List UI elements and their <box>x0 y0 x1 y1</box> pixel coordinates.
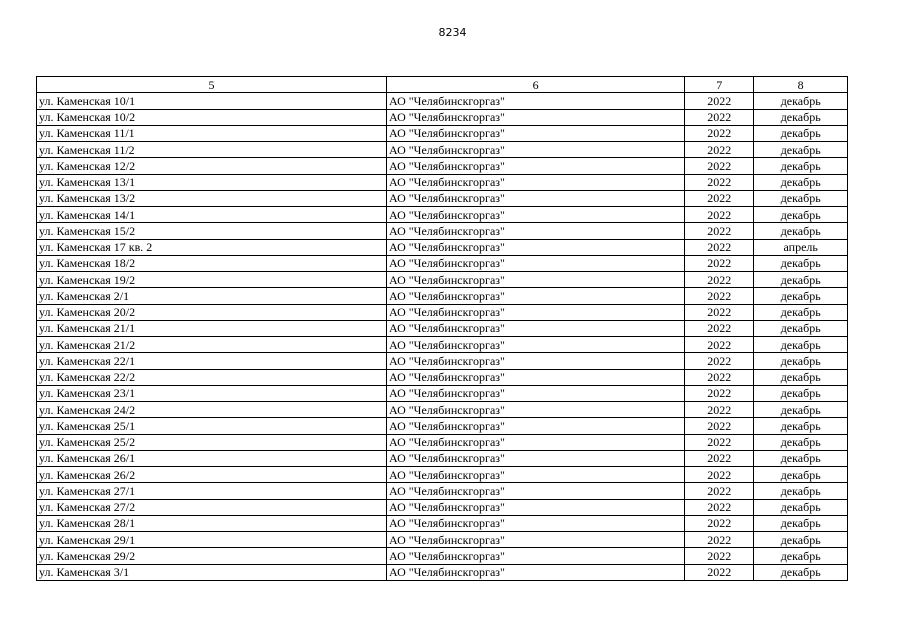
table-row <box>37 450 848 466</box>
address-cell: ул. Каменская 27/2 <box>37 499 387 515</box>
year-cell: 2022 <box>685 239 754 255</box>
address-cell: ул. Каменская 13/2 <box>37 190 387 206</box>
year-cell: 2022 <box>685 515 754 531</box>
table-row <box>37 353 848 369</box>
organization-cell: АО "Челябинскгоргаз" <box>387 515 685 531</box>
month-cell: декабрь <box>754 158 848 174</box>
table-row <box>37 174 848 190</box>
address-cell: ул. Каменская 13/1 <box>37 174 387 190</box>
organization-cell: АО "Челябинскгоргаз" <box>387 353 685 369</box>
organization-cell: АО "Челябинскгоргаз" <box>387 499 685 515</box>
month-cell: декабрь <box>754 207 848 223</box>
year-cell: 2022 <box>685 190 754 206</box>
month-cell: декабрь <box>754 515 848 531</box>
table-row <box>37 385 848 401</box>
address-cell: ул. Каменская 18/2 <box>37 255 387 271</box>
page-number: 8234 <box>438 26 467 39</box>
header-row <box>37 77 848 93</box>
organization-cell: АО "Челябинскгоргаз" <box>387 402 685 418</box>
table-row <box>37 467 848 483</box>
header-cell-6: 6 <box>387 77 685 93</box>
data-table <box>36 76 848 581</box>
table-row <box>37 142 848 158</box>
year-cell: 2022 <box>685 142 754 158</box>
organization-cell: АО "Челябинскгоргаз" <box>387 190 685 206</box>
month-cell: декабрь <box>754 304 848 320</box>
month-cell: декабрь <box>754 272 848 288</box>
year-cell: 2022 <box>685 467 754 483</box>
year-cell: 2022 <box>685 369 754 385</box>
month-cell: декабрь <box>754 467 848 483</box>
table-row <box>37 337 848 353</box>
year-cell: 2022 <box>685 337 754 353</box>
month-cell: декабрь <box>754 450 848 466</box>
address-cell: ул. Каменская 3/1 <box>37 564 387 580</box>
year-cell: 2022 <box>685 304 754 320</box>
address-cell: ул. Каменская 23/1 <box>37 385 387 401</box>
address-cell: ул. Каменская 25/2 <box>37 434 387 450</box>
organization-cell: АО "Челябинскгоргаз" <box>387 142 685 158</box>
month-cell: декабрь <box>754 255 848 271</box>
year-cell: 2022 <box>685 532 754 548</box>
address-cell: ул. Каменская 11/1 <box>37 125 387 141</box>
table-row <box>37 158 848 174</box>
month-cell: декабрь <box>754 483 848 499</box>
year-cell: 2022 <box>685 288 754 304</box>
table-body <box>37 93 848 581</box>
month-cell: декабрь <box>754 174 848 190</box>
year-cell: 2022 <box>685 93 754 109</box>
year-cell: 2022 <box>685 548 754 564</box>
organization-cell: АО "Челябинскгоргаз" <box>387 467 685 483</box>
organization-cell: АО "Челябинскгоргаз" <box>387 125 685 141</box>
organization-cell: АО "Челябинскгоргаз" <box>387 158 685 174</box>
table-row <box>37 564 848 580</box>
address-cell: ул. Каменская 10/1 <box>37 93 387 109</box>
organization-cell: АО "Челябинскгоргаз" <box>387 272 685 288</box>
table-row <box>37 239 848 255</box>
organization-cell: АО "Челябинскгоргаз" <box>387 564 685 580</box>
year-cell: 2022 <box>685 320 754 336</box>
month-cell: декабрь <box>754 532 848 548</box>
address-cell: ул. Каменская 22/1 <box>37 353 387 369</box>
month-cell: декабрь <box>754 548 848 564</box>
address-cell: ул. Каменская 26/1 <box>37 450 387 466</box>
organization-cell: АО "Челябинскгоргаз" <box>387 385 685 401</box>
year-cell: 2022 <box>685 434 754 450</box>
organization-cell: АО "Челябинскгоргаз" <box>387 548 685 564</box>
table-row <box>37 109 848 125</box>
table-row <box>37 483 848 499</box>
organization-cell: АО "Челябинскгоргаз" <box>387 109 685 125</box>
month-cell: декабрь <box>754 142 848 158</box>
month-cell: декабрь <box>754 369 848 385</box>
month-cell: декабрь <box>754 564 848 580</box>
table-row <box>37 532 848 548</box>
address-cell: ул. Каменская 29/2 <box>37 548 387 564</box>
month-cell: декабрь <box>754 190 848 206</box>
address-cell: ул. Каменская 15/2 <box>37 223 387 239</box>
table-row <box>37 125 848 141</box>
address-cell: ул. Каменская 14/1 <box>37 207 387 223</box>
organization-cell: АО "Челябинскгоргаз" <box>387 255 685 271</box>
year-cell: 2022 <box>685 125 754 141</box>
table-row <box>37 304 848 320</box>
header-cell-8: 8 <box>754 77 848 93</box>
month-cell: декабрь <box>754 125 848 141</box>
year-cell: 2022 <box>685 483 754 499</box>
month-cell: апрель <box>754 239 848 255</box>
month-cell: декабрь <box>754 434 848 450</box>
table-row <box>37 255 848 271</box>
table-row <box>37 93 848 109</box>
year-cell: 2022 <box>685 499 754 515</box>
year-cell: 2022 <box>685 109 754 125</box>
organization-cell: АО "Челябинскгоргаз" <box>387 418 685 434</box>
header-cell-7: 7 <box>685 77 754 93</box>
organization-cell: АО "Челябинскгоргаз" <box>387 207 685 223</box>
organization-cell: АО "Челябинскгоргаз" <box>387 304 685 320</box>
address-cell: ул. Каменская 12/2 <box>37 158 387 174</box>
organization-cell: АО "Челябинскгоргаз" <box>387 532 685 548</box>
table-row <box>37 499 848 515</box>
header-cell-5: 5 <box>37 77 387 93</box>
organization-cell: АО "Челябинскгоргаз" <box>387 239 685 255</box>
address-cell: ул. Каменская 10/2 <box>37 109 387 125</box>
year-cell: 2022 <box>685 158 754 174</box>
organization-cell: АО "Челябинскгоргаз" <box>387 93 685 109</box>
organization-cell: АО "Челябинскгоргаз" <box>387 288 685 304</box>
year-cell: 2022 <box>685 207 754 223</box>
table-header <box>37 77 848 93</box>
month-cell: декабрь <box>754 353 848 369</box>
table-row <box>37 548 848 564</box>
address-cell: ул. Каменская 20/2 <box>37 304 387 320</box>
organization-cell: АО "Челябинскгоргаз" <box>387 320 685 336</box>
month-cell: декабрь <box>754 109 848 125</box>
table-row <box>37 515 848 531</box>
year-cell: 2022 <box>685 418 754 434</box>
organization-cell: АО "Челябинскгоргаз" <box>387 337 685 353</box>
address-cell: ул. Каменская 2/1 <box>37 288 387 304</box>
address-cell: ул. Каменская 19/2 <box>37 272 387 288</box>
year-cell: 2022 <box>685 223 754 239</box>
table-row <box>37 288 848 304</box>
address-cell: ул. Каменская 22/2 <box>37 369 387 385</box>
organization-cell: АО "Челябинскгоргаз" <box>387 434 685 450</box>
month-cell: декабрь <box>754 337 848 353</box>
organization-cell: АО "Челябинскгоргаз" <box>387 174 685 190</box>
organization-cell: АО "Челябинскгоргаз" <box>387 450 685 466</box>
address-cell: ул. Каменская 25/1 <box>37 418 387 434</box>
year-cell: 2022 <box>685 564 754 580</box>
month-cell: декабрь <box>754 385 848 401</box>
address-cell: ул. Каменская 21/2 <box>37 337 387 353</box>
year-cell: 2022 <box>685 385 754 401</box>
year-cell: 2022 <box>685 402 754 418</box>
month-cell: декабрь <box>754 93 848 109</box>
month-cell: декабрь <box>754 320 848 336</box>
table-row <box>37 207 848 223</box>
organization-cell: АО "Челябинскгоргаз" <box>387 223 685 239</box>
year-cell: 2022 <box>685 255 754 271</box>
address-cell: ул. Каменская 26/2 <box>37 467 387 483</box>
address-cell: ул. Каменская 29/1 <box>37 532 387 548</box>
month-cell: декабрь <box>754 499 848 515</box>
month-cell: декабрь <box>754 402 848 418</box>
table-row <box>37 320 848 336</box>
table-row <box>37 402 848 418</box>
table-row <box>37 434 848 450</box>
year-cell: 2022 <box>685 272 754 288</box>
organization-cell: АО "Челябинскгоргаз" <box>387 483 685 499</box>
address-cell: ул. Каменская 24/2 <box>37 402 387 418</box>
address-cell: ул. Каменская 27/1 <box>37 483 387 499</box>
month-cell: декабрь <box>754 418 848 434</box>
year-cell: 2022 <box>685 174 754 190</box>
table-row <box>37 418 848 434</box>
table-row <box>37 369 848 385</box>
table-row <box>37 223 848 239</box>
address-cell: ул. Каменская 11/2 <box>37 142 387 158</box>
year-cell: 2022 <box>685 450 754 466</box>
table-row <box>37 272 848 288</box>
month-cell: декабрь <box>754 288 848 304</box>
address-cell: ул. Каменская 21/1 <box>37 320 387 336</box>
address-cell: ул. Каменская 17 кв. 2 <box>37 239 387 255</box>
month-cell: декабрь <box>754 223 848 239</box>
table-row <box>37 190 848 206</box>
address-cell: ул. Каменская 28/1 <box>37 515 387 531</box>
organization-cell: АО "Челябинскгоргаз" <box>387 369 685 385</box>
year-cell: 2022 <box>685 353 754 369</box>
